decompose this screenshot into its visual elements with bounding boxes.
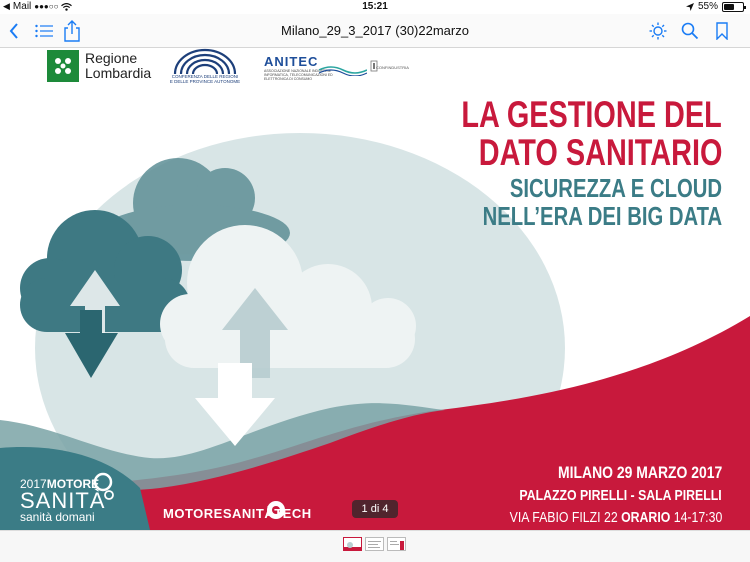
viewer-toolbar <box>0 14 750 48</box>
anitec-subtitle: ASSOCIAZIONE NAZIONALE INDUSTRIE INFORMATICA, TELECOMUNICAZIONI ED ELETTRONICA DI CONSUMO <box>264 69 333 81</box>
motore-year: 2017 <box>20 477 47 491</box>
lombardia-line1: Regione <box>85 50 138 66</box>
battery-percent: 55% <box>697 1 718 12</box>
motore-sanita: SANITÀ <box>20 488 106 513</box>
motore-sanita-logo <box>20 478 105 524</box>
regione-lombardia-logo <box>47 50 151 82</box>
back-to-app-icon[interactable]: ◀ <box>3 1 10 11</box>
status-bar <box>0 0 750 14</box>
location-icon <box>686 3 694 11</box>
cover-title-line1: LA GESTIONE DEL <box>461 94 722 135</box>
search-icon[interactable] <box>678 19 702 43</box>
thumbnail-strip <box>0 530 750 562</box>
motoresanita-tech-logo: MOTORESANITÀTECH <box>163 506 312 521</box>
document-page[interactable] <box>0 48 750 530</box>
event-hours-label: ORARIO <box>620 509 671 526</box>
event-address: VIA FABIO FILZI 22 <box>509 509 618 526</box>
lombardia-line2: Lombardia <box>85 65 152 81</box>
anitec-wave-icon <box>319 64 367 76</box>
page-thumbnail[interactable] <box>343 537 362 551</box>
event-date: MILANO 29 MARZO 2017 <box>557 463 722 482</box>
battery-icon <box>722 2 744 12</box>
anitec-logo <box>264 54 414 84</box>
event-address-line <box>509 509 722 526</box>
document-title: Milano_29_3_2017 (30)22marzo <box>281 23 469 38</box>
page-thumbnail[interactable] <box>365 537 384 551</box>
conferenza-regioni-logo <box>160 48 250 88</box>
event-hours: 14-17:30 <box>673 509 722 526</box>
page-thumbnail[interactable] <box>387 537 406 551</box>
signal-icon: ●●●○○ <box>34 2 59 11</box>
event-venue: PALAZZO PIRELLI - SALA PIRELLI <box>519 487 722 504</box>
conferenza-line1: CONFERENZA DELLE REGIONI <box>171 74 239 79</box>
page-indicator: 1 di 4 <box>352 500 398 518</box>
bookmark-icon[interactable] <box>710 19 734 43</box>
conferenza-line2: E DELLE PROVINCE AUTONOME <box>169 79 241 84</box>
carrier-label[interactable]: Mail <box>12 1 32 12</box>
cover-subtitle-line1: SICUREZZA E CLOUD <box>509 173 722 203</box>
cover-title-line2: DATO SANITARIO <box>478 132 722 173</box>
clock: 15:21 <box>362 1 388 12</box>
cover-subtitle-line2: NELL’ERA DEI BIG DATA <box>482 201 722 231</box>
motore-name: MOTORE <box>46 477 100 491</box>
confindustria-label: CONFINDUSTRIA <box>376 65 409 70</box>
brightness-icon[interactable] <box>646 19 670 43</box>
anitec-name: ANITEC <box>264 54 319 69</box>
lombardia-rose-icon <box>47 50 79 82</box>
conferenza-arches-icon <box>160 48 250 74</box>
motore-tagline: sanità domani <box>20 510 95 524</box>
